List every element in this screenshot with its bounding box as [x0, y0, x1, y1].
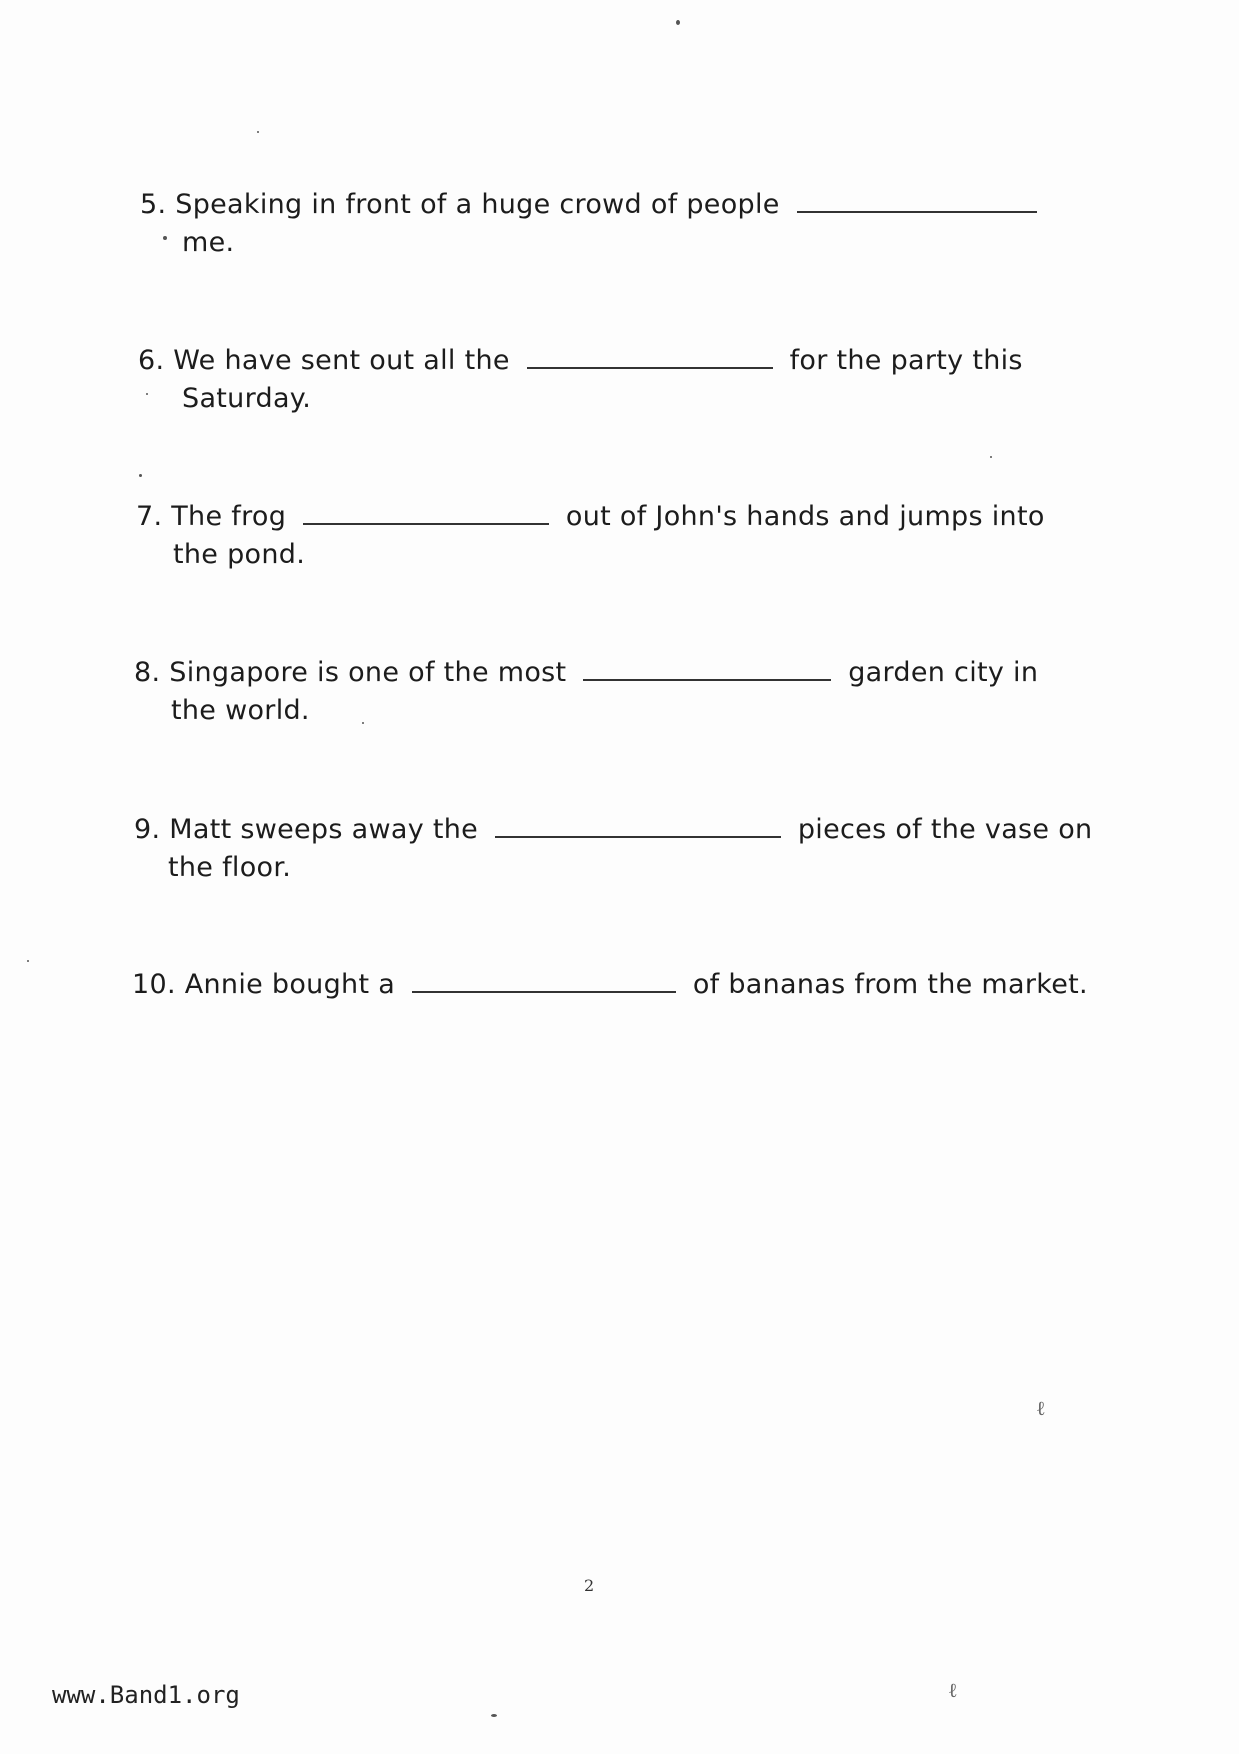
pen-mark-icon: ℓ — [948, 1678, 958, 1702]
scan-speck — [990, 456, 992, 458]
answer-blank[interactable] — [412, 967, 676, 993]
question-text-after: garden city in — [848, 657, 1039, 688]
question-text-before: Singapore is one of the most — [169, 657, 567, 688]
scan-speck — [139, 474, 142, 477]
question-7 — [136, 498, 1045, 570]
scan-speck — [163, 236, 167, 240]
scan-speck — [27, 960, 29, 962]
question-text-before: Matt sweeps away the — [169, 814, 479, 845]
question-10 — [132, 966, 1088, 1004]
question-text-before: Speaking in front of a huge crowd of people — [175, 189, 780, 220]
question-text-after: of bananas from the market. — [692, 969, 1088, 1000]
scan-speck — [491, 1714, 497, 1717]
question-number: 7. — [136, 501, 163, 532]
answer-blank[interactable] — [797, 187, 1037, 213]
pen-mark-icon: ℓ — [1036, 1396, 1046, 1420]
question-number: 6. — [138, 345, 165, 376]
scan-speck — [676, 20, 680, 25]
question-text-before: We have sent out all the — [173, 345, 510, 376]
question-text-continued: the floor. — [168, 852, 292, 883]
question-5 — [140, 186, 1045, 258]
answer-blank[interactable] — [527, 343, 773, 369]
question-number: 5. — [140, 189, 167, 220]
question-text-after: for the party this — [789, 345, 1023, 376]
question-number: 8. — [134, 657, 161, 688]
question-text-continued: the pond. — [173, 539, 306, 570]
answer-blank[interactable] — [303, 499, 549, 525]
scan-speck — [362, 722, 364, 724]
page-number: 2 — [584, 1576, 595, 1595]
footer-site: www.Band1.org — [52, 1681, 240, 1709]
question-number: 10. — [132, 969, 176, 1000]
question-text-before: The frog — [171, 501, 287, 532]
question-9 — [134, 811, 1093, 883]
scan-speck — [146, 393, 148, 395]
answer-blank[interactable] — [583, 655, 831, 681]
question-8 — [134, 654, 1039, 726]
answer-blank[interactable] — [495, 812, 781, 838]
question-number: 9. — [134, 814, 161, 845]
scan-speck — [257, 131, 259, 133]
question-text-after: pieces of the vase on — [797, 814, 1093, 845]
question-text-continued: Saturday. — [182, 383, 312, 414]
question-text-continued: me. — [182, 227, 235, 258]
question-6 — [138, 342, 1023, 414]
question-text-after: out of John's hands and jumps into — [565, 501, 1045, 532]
question-text-before: Annie bought a — [184, 969, 396, 1000]
question-text-continued: the world. — [171, 695, 310, 726]
